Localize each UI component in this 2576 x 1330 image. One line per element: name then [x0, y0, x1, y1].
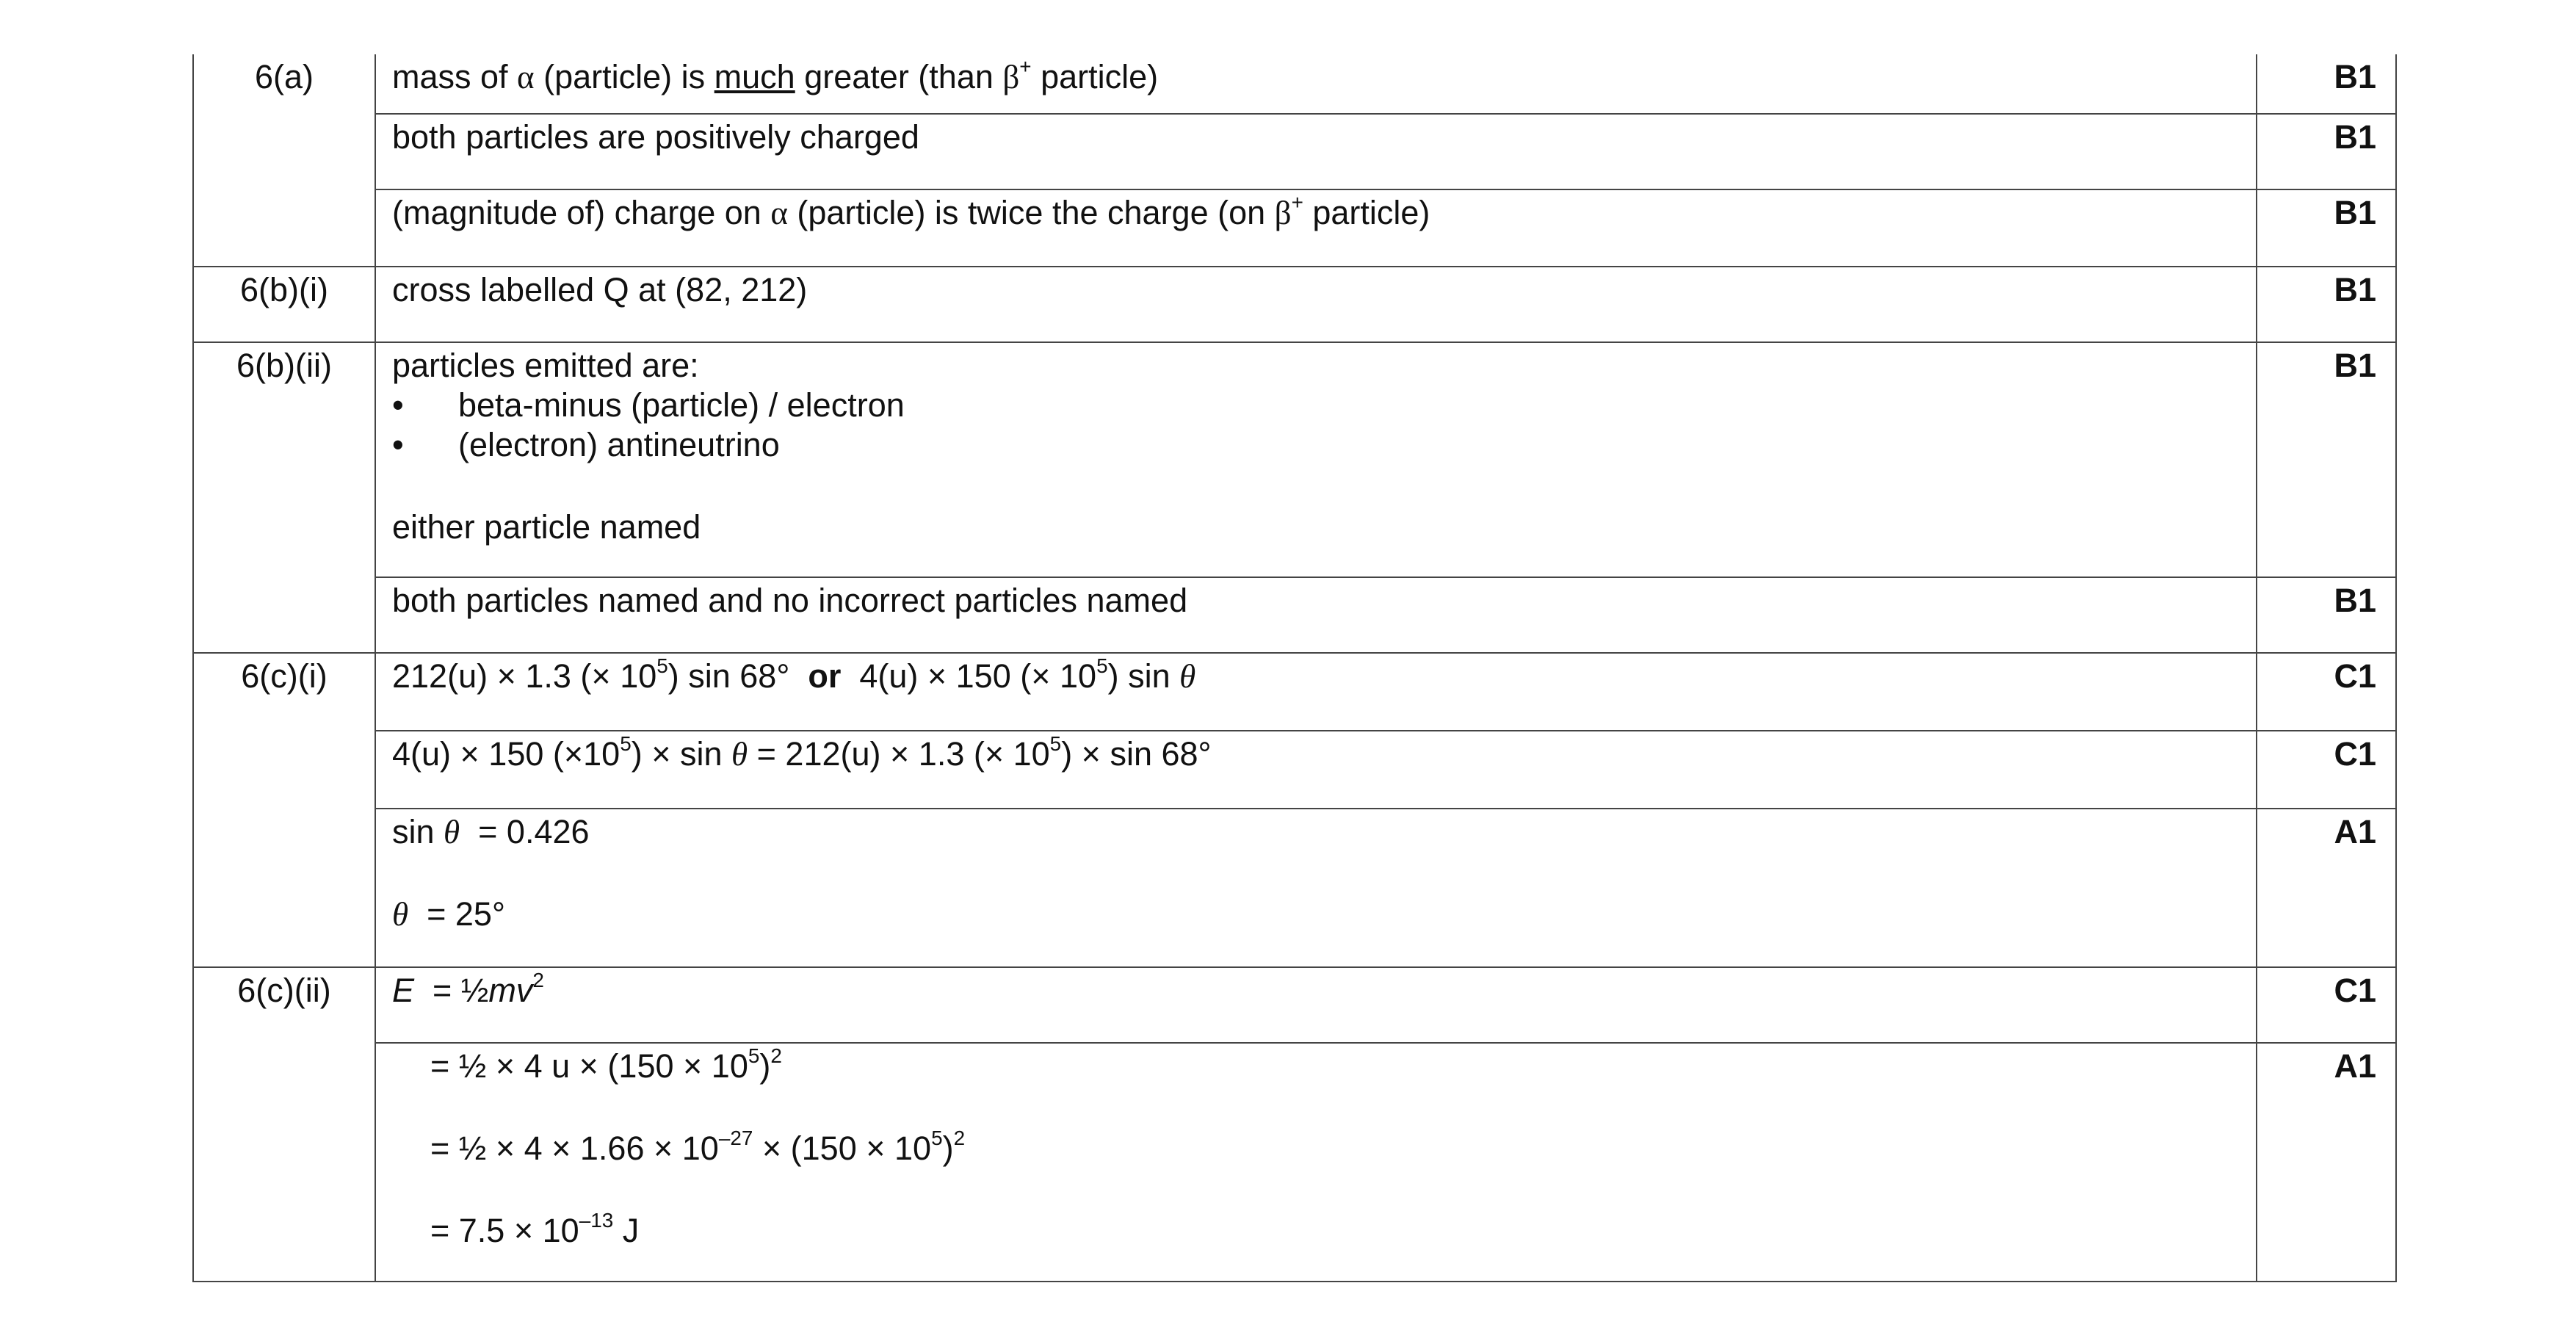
answer-cell: cross labelled Q at (82, 212)	[375, 267, 2257, 342]
answer-cell: $E = \frac{1}{2}mv^2$	[375, 967, 2257, 1043]
table-row	[193, 1043, 2396, 1282]
answer-note: either particle named	[392, 508, 701, 546]
table-row	[193, 967, 2396, 1043]
alpha-symbol: α	[770, 195, 788, 231]
mark-cell: C1	[2257, 731, 2396, 809]
answer-cell: 4(u) × 150 $(\times 10^5) \times \sin \theta = 212(u) \times 1.3$ (× $10^5) \times \sin 68^\circ$	[375, 731, 2257, 809]
mark-cell: C1	[2257, 967, 2396, 1043]
table-row	[193, 342, 2396, 577]
list-item: • beta-minus (particle) / electron	[392, 386, 2256, 425]
table-row	[193, 731, 2396, 809]
answer-cell: both particles are positively charged	[375, 114, 2257, 189]
theta-symbol: θ	[1179, 658, 1196, 695]
energy-symbol: E	[392, 972, 415, 1009]
answer-intro: particles emitted are:	[392, 347, 699, 384]
mv-term: mv	[488, 972, 533, 1009]
mark-cell: B1	[2257, 342, 2396, 577]
answer-cell: (magnitude of) charge on α (particle) is twice the charge (on β+ particle)	[375, 189, 2257, 267]
table-row	[193, 577, 2396, 653]
question-number: 6(b)(i)	[193, 267, 375, 342]
theta-symbol: θ	[444, 814, 460, 850]
mark-cell: B1	[2257, 54, 2396, 114]
mark-cell: A1	[2257, 809, 2396, 967]
answer-cell	[375, 342, 2257, 577]
table-row	[193, 114, 2396, 189]
question-number: 6(a)	[193, 54, 375, 267]
answer-cell: 212(u) × 1.3 (× $10^5$) sin 68° or 4(u) × 150 (× $10^5$) sin θ	[375, 653, 2257, 731]
table-row	[193, 189, 2396, 267]
or-keyword: or	[808, 657, 842, 695]
answer-cell: sin θ = 0.426 θ = 25°	[375, 809, 2257, 967]
beta-symbol: β	[1002, 59, 1020, 95]
theta-symbol: θ	[392, 896, 409, 933]
mark-cell: B1	[2257, 114, 2396, 189]
question-number: 6(b)(ii)	[193, 342, 375, 653]
answer-cell: = ½ × 4 $u \times (150 \times 10^5)^2$ = ½ × $4 \times 1.66 \times 10^{-27} \times (150 \times 10^5)^2$ = $7.5 \times 10^{-13}$ J	[375, 1043, 2257, 1282]
table-row	[193, 653, 2396, 731]
mark-cell: B1	[2257, 267, 2396, 342]
question-number: 6(c)(ii)	[193, 967, 375, 1282]
table-row	[193, 267, 2396, 342]
beta-symbol: β	[1274, 195, 1292, 231]
mark-cell: B1	[2257, 577, 2396, 653]
mark-cell: A1	[2257, 1043, 2396, 1282]
question-number: 6(c)(i)	[193, 653, 375, 967]
theta-symbol: θ	[731, 736, 748, 773]
answer-cell: mass of α (particle) is much greater (than β+ particle)	[375, 54, 2257, 114]
mark-cell: B1	[2257, 189, 2396, 267]
table-row	[193, 54, 2396, 114]
mark-cell: C1	[2257, 653, 2396, 731]
list-item: • (electron) antineutrino	[392, 425, 2256, 465]
table-row	[193, 809, 2396, 967]
mark-scheme-table	[192, 54, 2397, 1282]
answer-cell: both particles named and no incorrect particles named	[375, 577, 2257, 653]
underlined-word: much	[714, 58, 795, 95]
alpha-symbol: α	[517, 59, 535, 95]
